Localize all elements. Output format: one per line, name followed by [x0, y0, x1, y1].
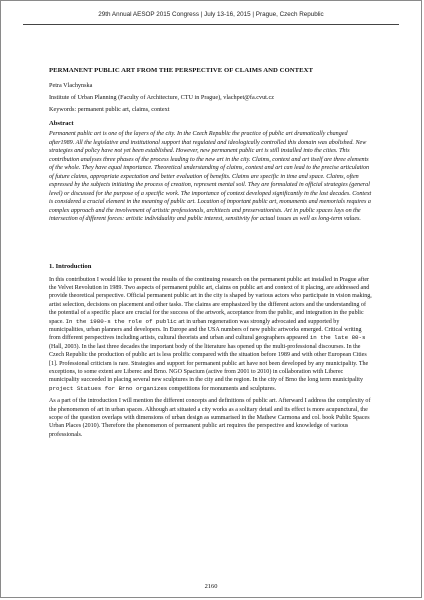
- abstract-heading: Abstract: [49, 120, 74, 127]
- paragraph-text: competitions for monuments and sculptures.: [168, 385, 277, 392]
- running-header: 29th Annual AESOP 2015 Congress | July 13-16, 2015 | Prague, Czech Republic: [98, 11, 324, 18]
- page-content: [49, 67, 373, 443]
- author-name: Petra Vlachynska: [49, 82, 93, 89]
- introduction-paragraph-1: [49, 276, 373, 394]
- paragraph-text: art in urban regeneration was strongly advocated and supported by municipalities, urban planners and developers. In Europe and the USA numbers of new public artworks emerged. Critical writing from different perspectives including artists, cultural theorists and urban and cultural geographers appeared: [49, 318, 362, 342]
- monospace-fragment: project Statues for Brno organizes: [49, 384, 168, 392]
- introduction-paragraph-2: As a part of the introduction I will mention the different concepts and definitions of public art. Afterward I address the complexity of the phenomenon of art in urban spaces. Although art situated a city works as a solitary detail and its effect is more acupunctural, the scope of the question overlaps with dimensions of urban design as summarised in the Mathew Carmona and col. book Public Spaces Urban Places (2010). Therefore the phenomenon of permanent public art requires the perspective and knowledge of various professionals.: [49, 398, 371, 438]
- author-affiliation: Institute of Urban Planning (Faculty of Architecture, CTU in Prague), vlachpet@fa.cvut.cz: [49, 94, 274, 101]
- monospace-fragment: in the late 80-s: [309, 334, 366, 342]
- paragraph-text: (Hall, 2003). In the last three decades the important body of the literature has opened up the multi-professional discourses. In the Czech Republic the production of public art is less prolific compared with the situation before 1989 and with other European Cities [1]. Professional criticism is rare. Strategies and support for permanent public art have not been developed by any municipality. The exceptions, to some extent are Liberec and Brno. NGO Spacium (active from 2001 to 2010) in collaboration with Liberec municipality succeeded in placing several new sculptures in the city and the region. In the city of Brno the long term municipality: [49, 343, 369, 384]
- paper-title: PERMANENT PUBLIC ART FROM THE PERSPECTIVE OF CLAIMS AND CONTEXT: [49, 67, 314, 74]
- section-heading-introduction: 1. Introduction: [49, 262, 92, 270]
- header-rule: [23, 24, 399, 25]
- monospace-fragment: In the 1980-s the role of public: [65, 317, 177, 325]
- abstract-text: Permanent public art is one of the layers of the city. In the Czech Republic the practice of public art dramatically changed after1989. All the legislative and institutional support that regulated and ideologically controlled this domain was abolished. New strategies and policy have not yet been established. However, new permanent public art is still installed into the cities. This contribution analyses three phases of the process leading to the new art in the city. Claims, context and art itself are three elements of the whole. They have equal importance. Theoretical understanding of claims, context and art can lead to the precise articulation of future claims, appropriate expectation and better evaluation of benefits. Claims are specific in time and space. Claims, often expressed by the subjects initiating the process of creation, represent mental soil. They are formulated in official strategies (general level) or discussed for the purpose of a specific work. The importance of context developed significantly in the last decades. Context is considered a crucial element in the meaning of public art. Location of important public art, monuments and memorials requires a complex approach and the involvement of artistic professionals, architects and preservationists. Art in public spaces lays on the intersection of different forces: artistic individuality and public interest, sensitivity for actual issues as well as long-term values.: [49, 131, 372, 222]
- page-number: 2160: [204, 583, 218, 590]
- paragraph-text: In this contribution I would like to present the results of the continuing research on the permanent public art installed in Prague after the Velvet Revolution in 1989. Two aspects of permanent public art, claims on public art and context of it placing, are addressed and provide theoretical perspective. Official permanent public art in the city is shaped by various actors who participate in vision making, artist selection, decisions on placement and other tasks. The claims are emphasized by the different actors and the understanding of the potential of a specific place are crucial for the success of the artwork, acceptance from the public, and integration in the public space.: [49, 276, 372, 325]
- keywords: Keywords: permanent public art, claims, context: [49, 106, 170, 113]
